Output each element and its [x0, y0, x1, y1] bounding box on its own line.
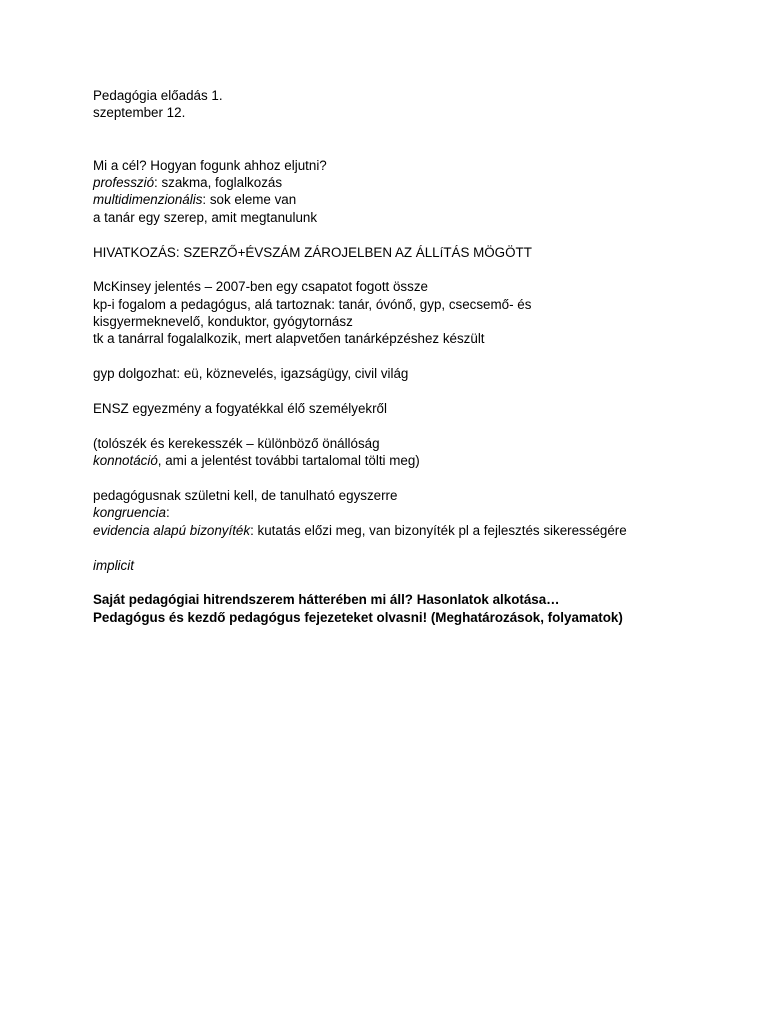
document-date: szeptember 12.	[93, 105, 186, 121]
spacer	[93, 417, 733, 434]
term-evidencia-definition: : kutatás előzi meg, van bizonyíték pl a fejlesztés sikerességére	[250, 522, 627, 538]
question-line: Mi a cél? Hogyan fogunk ahhoz eljutni?	[93, 157, 327, 173]
citation-rule-line: HIVATKOZÁS: SZERZŐ+ÉVSZÁM ZÁROJELBEN AZ ÁLLíTÁS MÖGÖTT	[93, 244, 532, 260]
spacer	[93, 574, 733, 591]
term-professzio: professzió	[93, 174, 155, 190]
spacer	[93, 226, 733, 243]
spacer	[93, 470, 733, 487]
concept-continued-line: kisgyermeknevelő, konduktor, gyógytornász	[93, 314, 353, 330]
born-teacher-line: pedagógusnak születni kell, de tanulható egyszerre	[93, 488, 398, 503]
term-evidencia: evidencia alapú bizonyíték	[93, 522, 251, 538]
textbook-line: tk a tanárral fogalalkozik, mert alapvetően tanárképzéshez készült	[93, 331, 485, 347]
wheelchair-line: (tolószék és kerekesszék – különböző önállóság	[93, 435, 380, 451]
term-kongruencia-definition: :	[165, 505, 170, 521]
document-body	[93, 87, 733, 626]
spacer	[93, 539, 733, 556]
belief-system-line: Saját pedagógiai hitrendszerem hátterében mi áll? Hasonlatok alkotása…	[93, 592, 560, 608]
congruence-line	[93, 504, 733, 521]
spacer	[93, 261, 733, 278]
teacher-role-line: a tanár egy szerep, amit megtanulunk	[93, 209, 318, 225]
document-title: Pedagógia előadás 1.	[93, 88, 223, 103]
term-kongruencia: kongruencia	[93, 505, 166, 521]
term-konnotacio: konnotáció	[93, 453, 158, 469]
term-line-professzio	[93, 174, 733, 191]
un-convention-line: ENSZ egyezmény a fogyatékkal élő személyekről	[93, 401, 387, 417]
term-multidimenzionalis: multidimenzionális	[93, 192, 203, 208]
evidence-line	[93, 522, 733, 539]
concept-line: kp-i fogalom a pedagógus, alá tartoznak: tanár, óvónő, gyp, csecsemő- és	[93, 296, 532, 312]
reading-assignment-line: Pedagógus és kezdő pedagógus fejezeteket olvasni! (Meghatározások, folyamatok)	[93, 609, 623, 625]
mckinsey-line: McKinsey jelentés – 2007-ben egy csapatot fogott össze	[93, 279, 428, 295]
connotation-line	[93, 452, 733, 469]
term-line-multidimenzionalis	[93, 191, 733, 208]
spacer	[93, 383, 733, 400]
term-multidimenzionalis-definition: : sok eleme van	[202, 192, 297, 208]
term-professzio-definition: : szakma, foglalkozás	[154, 174, 283, 190]
term-konnotacio-definition: , ami a jelentést további tartalomal tölti meg)	[157, 453, 420, 469]
spacer	[93, 348, 733, 365]
implicit-line: implicit	[93, 557, 134, 573]
gyp-line: gyp dolgozhat: eü, köznevelés, igazságügy, civil világ	[93, 366, 409, 382]
spacer	[93, 122, 733, 157]
